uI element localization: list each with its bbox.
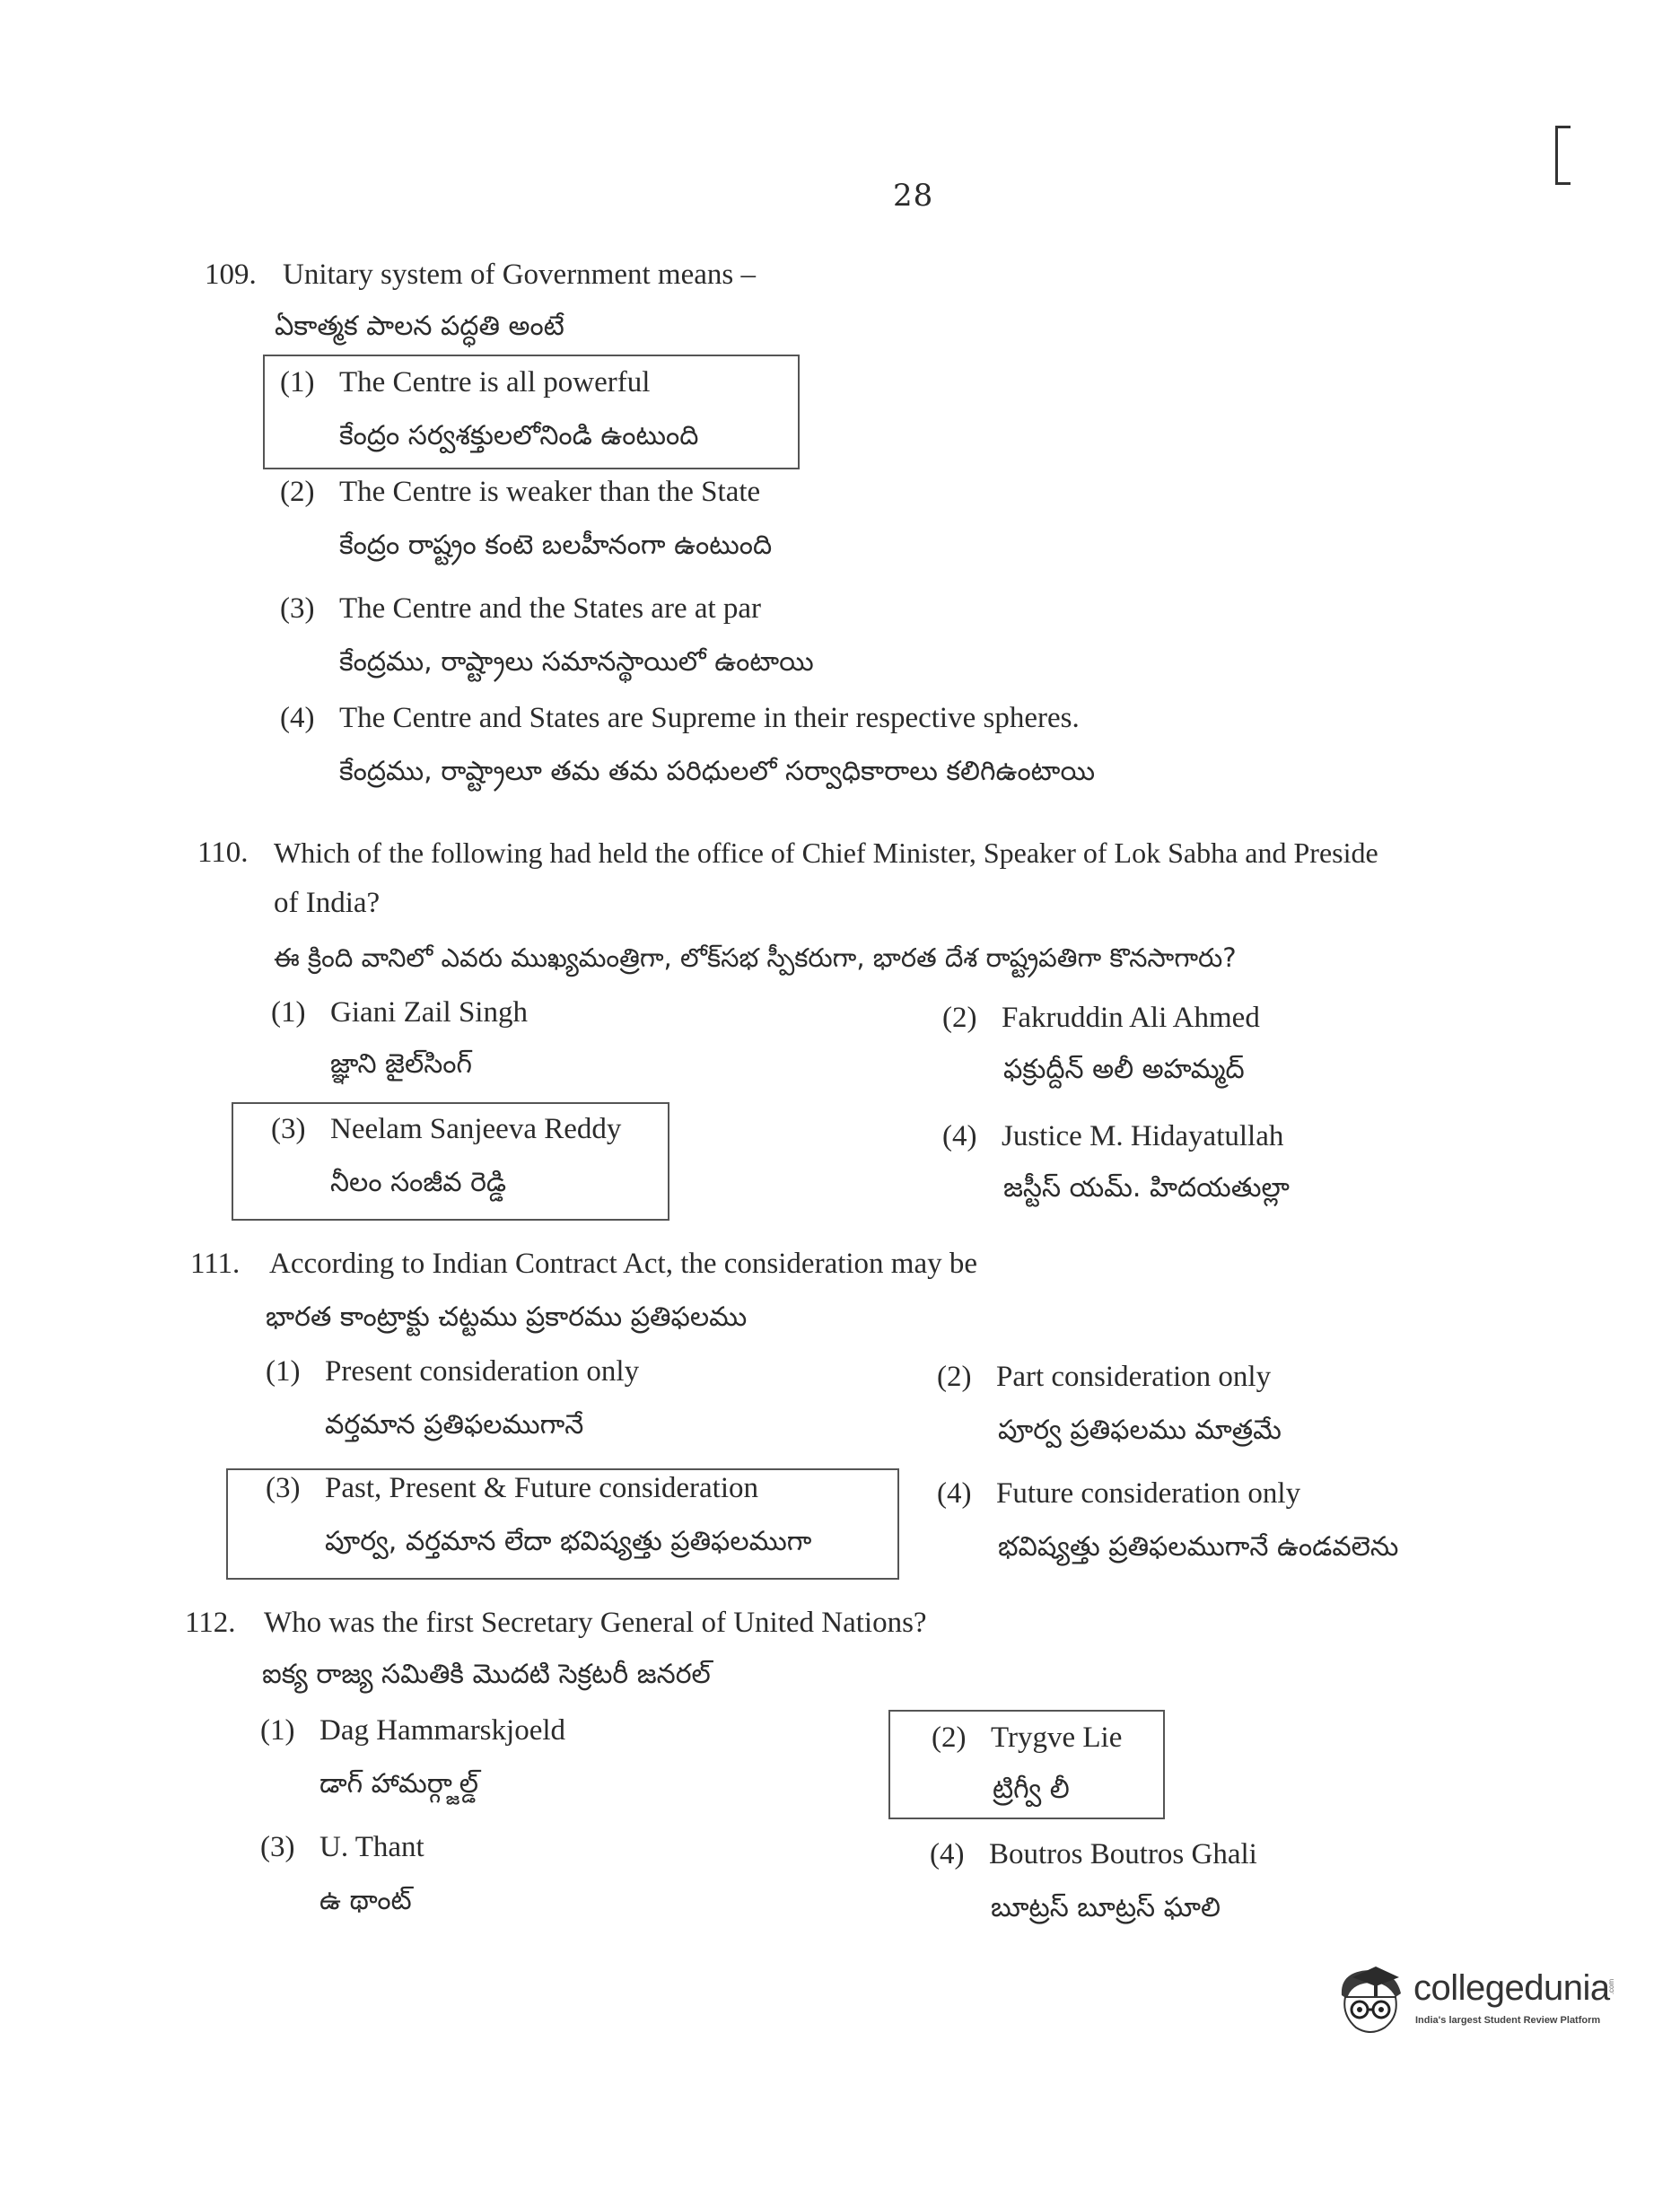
question-number: 112. bbox=[185, 1607, 236, 1639]
option-3-te: పూర్వ, వర్తమాన లేదా భవిష్యత్తు ప్రతిఫలముగా bbox=[325, 1526, 812, 1557]
option-1[interactable]: (1) Dag Hammarskjoeld bbox=[260, 1714, 566, 1747]
question-text-en: Who was the first Secretary General of United Nations? bbox=[264, 1607, 927, 1639]
question-text-en-cont: of India? bbox=[274, 887, 381, 919]
option-4[interactable]: (4) The Centre and States are Supreme in their respective spheres. bbox=[280, 702, 1080, 734]
question-text-en: Which of the following had held the office of Chief Minister, Speaker of Lok Sabha and Preside bbox=[274, 837, 1378, 869]
question-text-en: Unitary system of Government means – bbox=[283, 258, 756, 291]
logo-name: collegedunia bbox=[1413, 1968, 1610, 2008]
margin-bracket bbox=[1555, 126, 1571, 185]
option-3[interactable]: (3) Past, Present & Future consideration bbox=[266, 1472, 759, 1504]
option-2[interactable]: (2) Trygve Lie bbox=[932, 1721, 1123, 1754]
logo-tagline: India's largest Student Review Platform bbox=[1415, 2015, 1601, 2026]
option-4-te: బూట్రస్ బూట్రస్ ఘాలి bbox=[991, 1892, 1221, 1923]
student-mascot-icon bbox=[1333, 1961, 1410, 2042]
option-4-te: కేంద్రము, రాష్ట్రాలూ తమ తమ పరిధులలో సర్వాధికారాలు కలిగిఉంటాయి bbox=[339, 756, 1096, 787]
option-3-te: ఉ థాంట్ bbox=[319, 1885, 412, 1916]
logo-domain: .com bbox=[1607, 1978, 1616, 1995]
option-2[interactable]: (2) Fakruddin Ali Ahmed bbox=[942, 1002, 1260, 1034]
option-1-te: వర్తమాన ప్రతిఫలముగానే bbox=[325, 1409, 584, 1441]
option-1[interactable]: (1) Present consideration only bbox=[266, 1355, 640, 1388]
option-3-te: కేంద్రము, రాష్ట్రాలు సమానస్థాయిలో ఉంటాయి bbox=[339, 646, 814, 678]
option-4[interactable]: (4) Justice M. Hidayatullah bbox=[942, 1120, 1284, 1152]
option-3[interactable]: (3) The Centre and the States are at par bbox=[280, 592, 762, 625]
option-1-te: డాగ్ హామర్గ్జాల్డ్ bbox=[319, 1768, 478, 1800]
option-3-te: నీలం సంజీవ రెడ్డి bbox=[330, 1167, 507, 1198]
option-4[interactable]: (4) Boutros Boutros Ghali bbox=[930, 1838, 1257, 1870]
option-1-te: జ్ఞాని జైల్‌సింగ్ bbox=[330, 1048, 473, 1080]
question-number: 110. bbox=[197, 837, 249, 869]
page-number: 28 bbox=[893, 178, 934, 214]
option-1[interactable]: (1) Giani Zail Singh bbox=[271, 996, 528, 1029]
question-number: 109. bbox=[205, 258, 257, 291]
question-text-te: ఏకాత్మక పాలన పద్ధతి అంటే bbox=[275, 311, 564, 342]
option-2-te: ఫక్రుద్దీన్ అలీ అహమ్మద్ bbox=[1003, 1054, 1245, 1085]
option-2[interactable]: (2) Part consideration only bbox=[937, 1361, 1272, 1393]
option-4-te: జస్టీస్ యమ్. హిదయతుల్లా bbox=[1003, 1172, 1290, 1204]
option-3[interactable]: (3) U. Thant bbox=[260, 1831, 424, 1863]
question-text-te: ఐక్య రాజ్య సమితికి మొదటి సెక్రటరీ జనరల్ bbox=[262, 1659, 711, 1690]
option-3[interactable]: (3) Neelam Sanjeeva Reddy bbox=[271, 1113, 622, 1145]
option-2[interactable]: (2) The Centre is weaker than the State bbox=[280, 476, 761, 508]
option-1-te: కేంద్రం సర్వశక్తులలోనిండి ఉంటుంది bbox=[339, 420, 699, 451]
question-text-te: భారత కాంట్రాక్టు చట్టము ప్రకారము ప్రతిఫలము bbox=[266, 1301, 748, 1333]
question-number: 111. bbox=[190, 1248, 241, 1280]
option-2-te: ట్రిగ్వీ లీ bbox=[993, 1774, 1070, 1805]
question-text-te: ఈ క్రింది వానిలో ఎవరు ముఖ్యమంత్రిగా, లోక్‌సభ స్పీకరుగా, భారత దేశ రాష్ట్రపతిగా కొనసాగారు? bbox=[274, 942, 1237, 973]
option-4[interactable]: (4) Future consideration only bbox=[937, 1477, 1301, 1510]
option-2-te: పూర్వ ప్రతిఫలము మాత్రమే bbox=[998, 1415, 1282, 1446]
question-text-en: According to Indian Contract Act, the consideration may be bbox=[269, 1248, 978, 1280]
collegedunia-logo bbox=[1333, 1961, 1620, 2042]
option-4-te: భవిష్యత్తు ప్రతిఫలముగానే ఉండవలెను bbox=[998, 1531, 1399, 1563]
option-1[interactable]: (1) The Centre is all powerful bbox=[280, 366, 651, 399]
option-2-te: కేంద్రం రాష్ట్రం కంటె బలహీనంగా ఉంటుంది bbox=[339, 530, 773, 561]
